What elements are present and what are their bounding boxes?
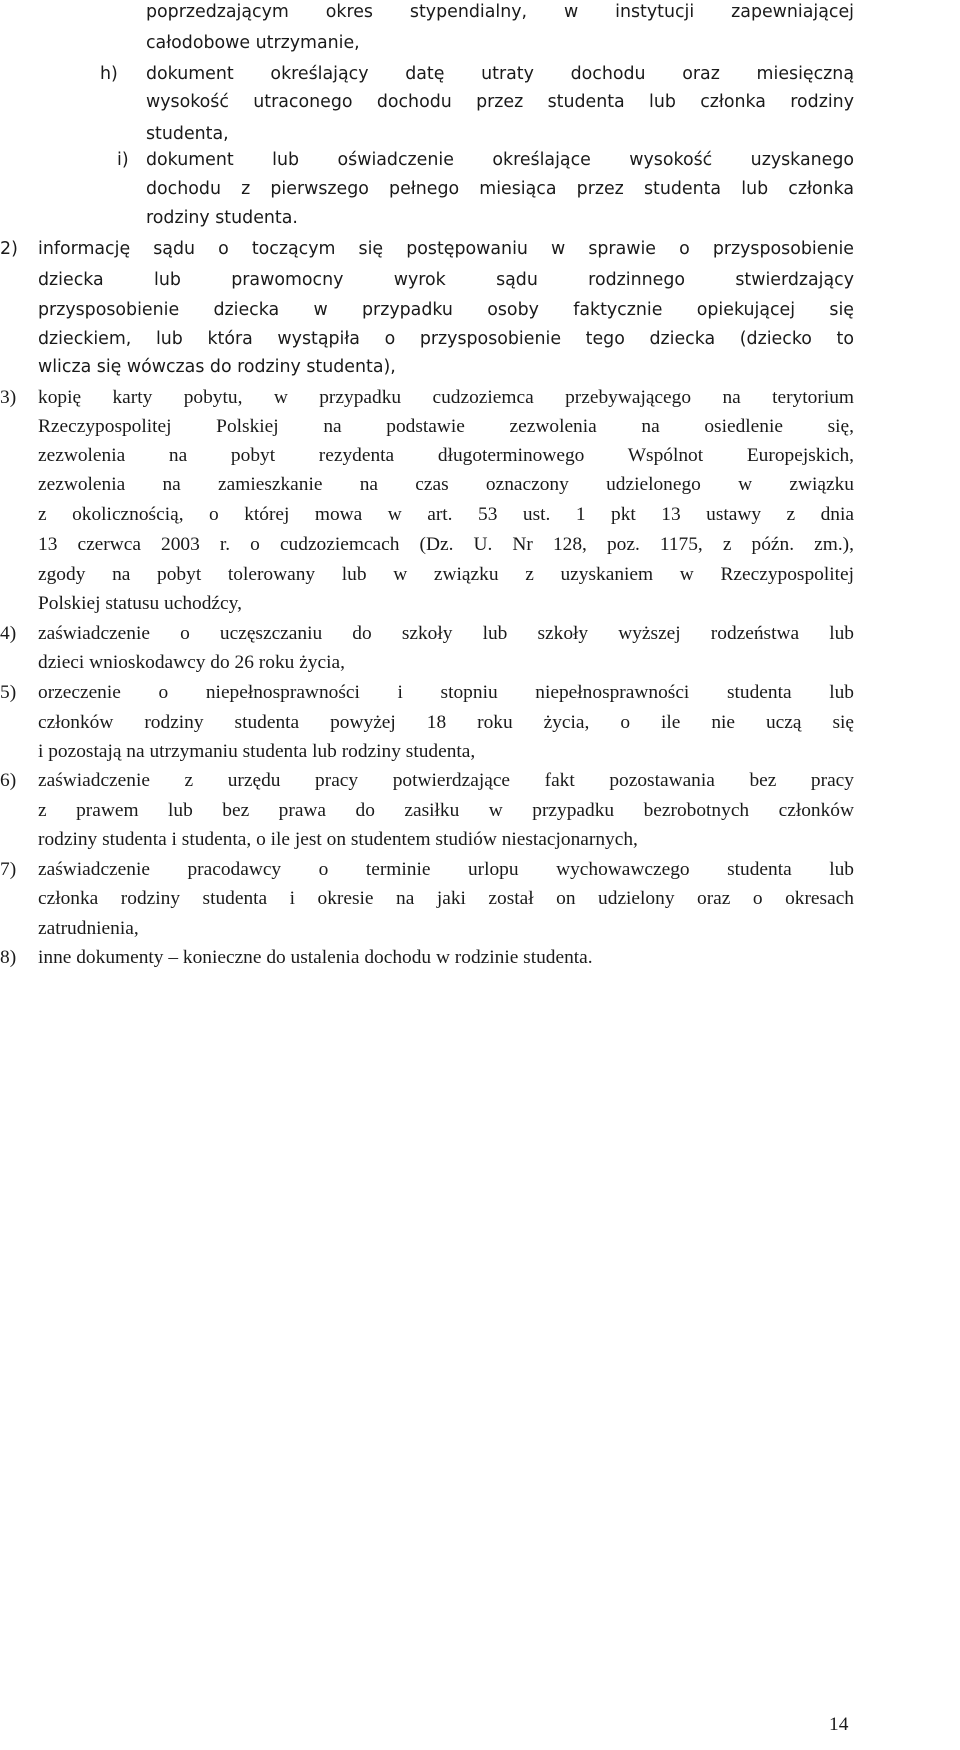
text-line: całodobowe utrzymanie,	[146, 33, 360, 53]
list-marker: 3)	[0, 387, 17, 408]
text-line: z okolicznością, o której mowa w art. 53 ust. 1 pkt 13 ustawy z dnia	[38, 504, 854, 525]
text-line: i pozostają na utrzymaniu studenta lub rodziny studenta,	[38, 741, 476, 762]
list-item-first-line: orzeczenie o niepełnosprawności i stopniu niepełnosprawności studenta lub	[38, 682, 854, 703]
text-line: Polskiej statusu uchodźcy,	[38, 593, 242, 614]
text-line: dziecka lub prawomocny wyrok sądu rodzinnego stwierdzający	[38, 270, 854, 290]
text-line: Rzeczypospolitej Polskiej na podstawie zezwolenia na osiedlenie się,	[38, 416, 854, 437]
text-line: zgody na pobyt tolerowany lub w związku z uzyskaniem w Rzeczypospolitej	[38, 564, 854, 585]
text-line: dochodu z pierwszego pełnego miesiąca przez studenta lub członka	[146, 179, 854, 199]
list-marker: 7)	[0, 859, 17, 880]
text-line: 13 czerwca 2003 r. o cudzoziemcach (Dz. U. Nr 128, poz. 1175, z późn. zm.),	[38, 534, 854, 555]
list-marker: 5)	[0, 682, 17, 703]
text-line: wlicza się wówczas do rodziny studenta),	[38, 357, 396, 377]
text-line: rodziny studenta.	[146, 208, 298, 228]
list-item-first-line: inne dokumenty – konieczne do ustalenia dochodu w rodzinie studenta.	[38, 947, 593, 968]
text-line: rodziny studenta i studenta, o ile jest on studentem studiów niestacjonarnych,	[38, 829, 638, 850]
list-marker: i)	[117, 150, 129, 170]
list-item-first-line: dokument lub oświadczenie określające wysokość uzyskanego	[146, 150, 854, 170]
text-line: zezwolenia na pobyt rezydenta długoterminowego Wspólnot Europejskich,	[38, 445, 854, 466]
list-item-first-line: kopię karty pobytu, w przypadku cudzoziemca przebywającego na terytorium	[38, 387, 854, 408]
list-item-first-line: informację sądu o toczącym się postępowaniu w sprawie o przysposobienie	[38, 239, 854, 259]
text-line: członka rodziny studenta i okresie na jaki został on udzielony oraz o okresach	[38, 888, 854, 909]
text-line: zatrudnienia,	[38, 918, 139, 939]
text-line: wysokość utraconego dochodu przez studenta lub członka rodziny	[146, 92, 854, 112]
text-line: dzieci wnioskodawcy do 26 roku życia,	[38, 652, 345, 673]
list-marker: 8)	[0, 947, 17, 968]
page-number: 14	[829, 1714, 849, 1735]
list-marker: 4)	[0, 623, 17, 644]
list-marker: h)	[100, 64, 118, 84]
list-marker: 2)	[0, 239, 18, 259]
text-line: dzieckiem, lub która wystąpiła o przysposobienie tego dziecka (dziecko to	[38, 329, 854, 349]
text-line: studenta,	[146, 124, 229, 144]
list-item-first-line: zaświadczenie o uczęszczaniu do szkoły lub szkoły wyższej rodzeństwa lub	[38, 623, 854, 644]
list-marker: 6)	[0, 770, 17, 791]
list-item-first-line: zaświadczenie pracodawcy o terminie urlopu wychowawczego studenta lub	[38, 859, 854, 880]
list-item-first-line: dokument określający datę utraty dochodu oraz miesięczną	[146, 64, 854, 84]
text-line: członków rodziny studenta powyżej 18 roku życia, o ile nie uczą się	[38, 712, 854, 733]
text-line: z prawem lub bez prawa do zasiłku w przypadku bezrobotnych członków	[38, 800, 854, 821]
text-line: poprzedzającym okres stypendialny, w instytucji zapewniającej	[146, 2, 854, 22]
text-line: przysposobienie dziecka w przypadku osoby faktycznie opiekującej się	[38, 300, 854, 320]
list-item-first-line: zaświadczenie z urzędu pracy potwierdzające fakt pozostawania bez pracy	[38, 770, 854, 791]
text-line: zezwolenia na zamieszkanie na czas oznaczony udzielonego w związku	[38, 474, 854, 495]
